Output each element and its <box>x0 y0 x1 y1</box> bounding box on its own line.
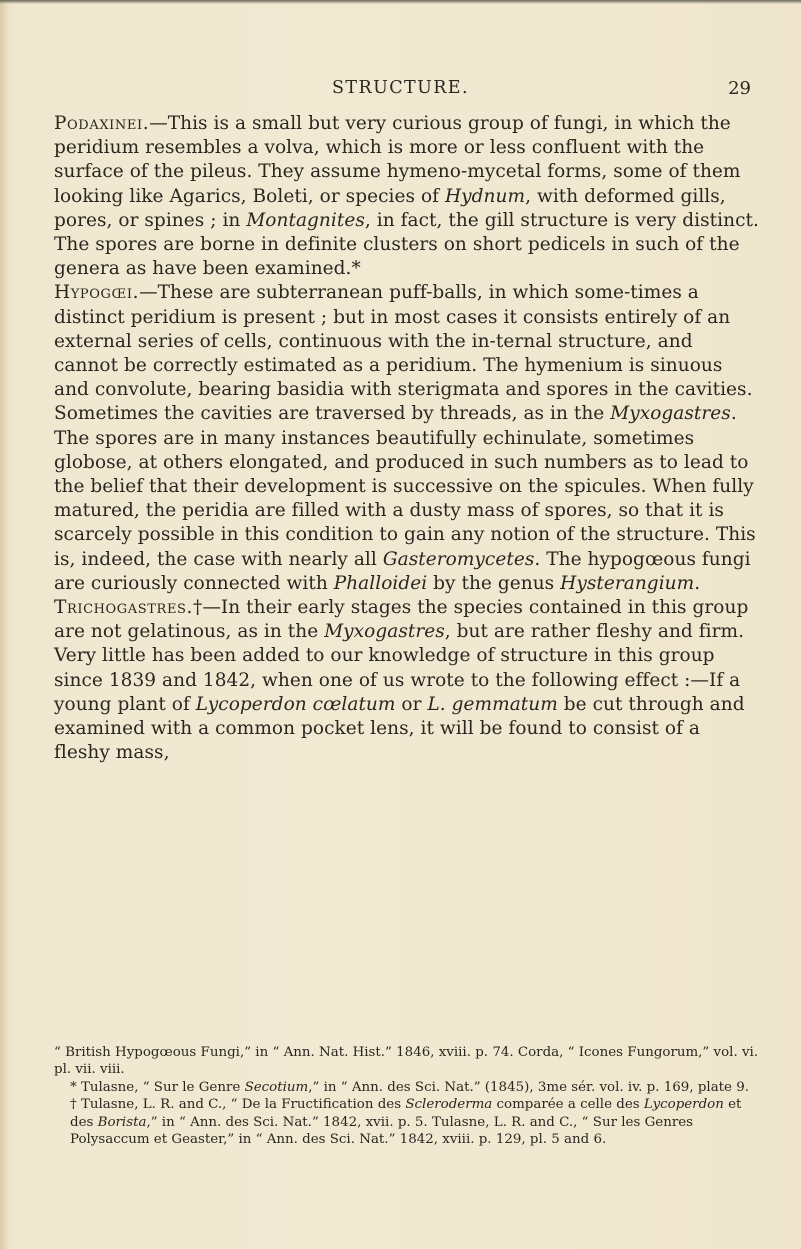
text-run: , in fact, the gill structure is very distinct. The spores are borne in definite clusters on short pedicels in such of the genera as have been examined.* <box>54 209 759 280</box>
italic-text: Myxogastres <box>324 621 445 643</box>
text-run: et des <box>70 1097 742 1130</box>
italic-text: Hydnum <box>444 185 526 207</box>
text-run: ,” in “ Ann. des Sci. Nat.” 1842, xvii. p. 5. Tulasne, L. R. and C., “ Sur les Genres Polysaccum et Geaster,” in “ Ann. des Sci. Nat.” 1842, xviii. p. 129, pl. 5 and 6. <box>70 1114 694 1148</box>
paragraph <box>54 596 759 765</box>
italic-text: Scleroderma <box>405 1097 493 1113</box>
text-run: * Tulasne, “ Sur le Genre <box>70 1079 245 1095</box>
italic-text: Gasteromycetes <box>382 548 535 570</box>
page-number: 29 <box>728 78 751 99</box>
italic-text: Secotium <box>244 1079 309 1095</box>
text-run: by the genus <box>427 572 561 594</box>
paragraph <box>54 281 759 596</box>
section-term: Hypogœi. <box>54 282 140 304</box>
text-run: . The spores are in many instances beautifully echinulate, sometimes globose, at others elongated, and produced in such numbers as to lead to the belief that their development is successive on the spicules. When fully matured, the peridia are filled with a dusty mass of spores, so that it is scarcely possible in this condition to gain any notion of the structure. This is, indeed, the case with nearly all <box>54 403 756 570</box>
text-run: , but are rather fleshy and firm. Very little has been added to our knowledge of structure in this group since 1839 and 1842, when one of us wrote to the following effect :—If a young plant of <box>54 621 745 715</box>
section-term: Trichogastres. <box>54 597 194 619</box>
footnote <box>54 1044 759 1079</box>
italic-text: Phalloidei <box>333 572 428 594</box>
italic-text: Hysterangium <box>560 572 695 594</box>
body-text <box>54 112 759 765</box>
text-run: —These are subterranean puff-balls, in which some-times a distinct peridium is present ; but in most cases it consists entirely of an external series of cells, continuous with the in-ternal structure, and cannot be correctly estimated as a peridium. The hymenium is sinuous and convolute, bearing basidia with sterigmata and spores in the cavities. Sometimes the cavities are traversed by threads, as in the <box>54 282 753 425</box>
footnotes <box>54 1044 759 1148</box>
section-term: Podaxinei. <box>54 113 150 134</box>
text-run: . <box>694 572 701 594</box>
italic-text: Myxogastres <box>610 403 731 425</box>
italic-text: Borista <box>97 1114 147 1130</box>
italic-text: Montagnites <box>246 209 365 231</box>
text-run: , with deformed gills, pores, or spines ; in <box>54 185 726 231</box>
footnote <box>54 1096 759 1148</box>
text-run: ,” in “ Ann. des Sci. Nat.” (1845), 3me sér. vol. iv. p. 169, plate 9. <box>308 1079 750 1095</box>
running-head: STRUCTURE. <box>332 78 469 98</box>
text-run: comparée a celle des <box>492 1097 644 1113</box>
italic-text: L. gemmatum <box>427 693 558 715</box>
footnote <box>54 1079 759 1096</box>
text-run: —This is a small but very curious group of fungi, in which the peridium resembles a volva, which is more or less confluent with the surface of the pileus. They assume hymeno-mycetal forms, some of them looking like Agarics, Boleti, or species of <box>54 113 741 207</box>
paragraph <box>54 112 759 281</box>
text-run: or <box>395 693 428 715</box>
page-header <box>0 78 801 102</box>
text-run: † Tulasne, L. R. and C., “ De la Fructification des <box>70 1097 406 1113</box>
italic-text: Lycoperdon <box>643 1097 724 1113</box>
text-run: †—In their early stages the species contained in this group are not gelatinous, as in the <box>54 597 749 643</box>
text-run: be cut through and examined with a common pocket lens, it will be found to consist of a fleshy mass, <box>54 693 745 764</box>
italic-text: Lycoperdon cœlatum <box>195 693 396 715</box>
text-run: . The hypogœous fungi are curiously connected with <box>54 548 751 594</box>
text-run: “ British Hypogœous Fungi,” in “ Ann. Nat. Hist.” 1846, xviii. p. 74. Corda, “ Icones Fungorum,” vol. vi. pl. vii. viii. <box>54 1045 759 1078</box>
